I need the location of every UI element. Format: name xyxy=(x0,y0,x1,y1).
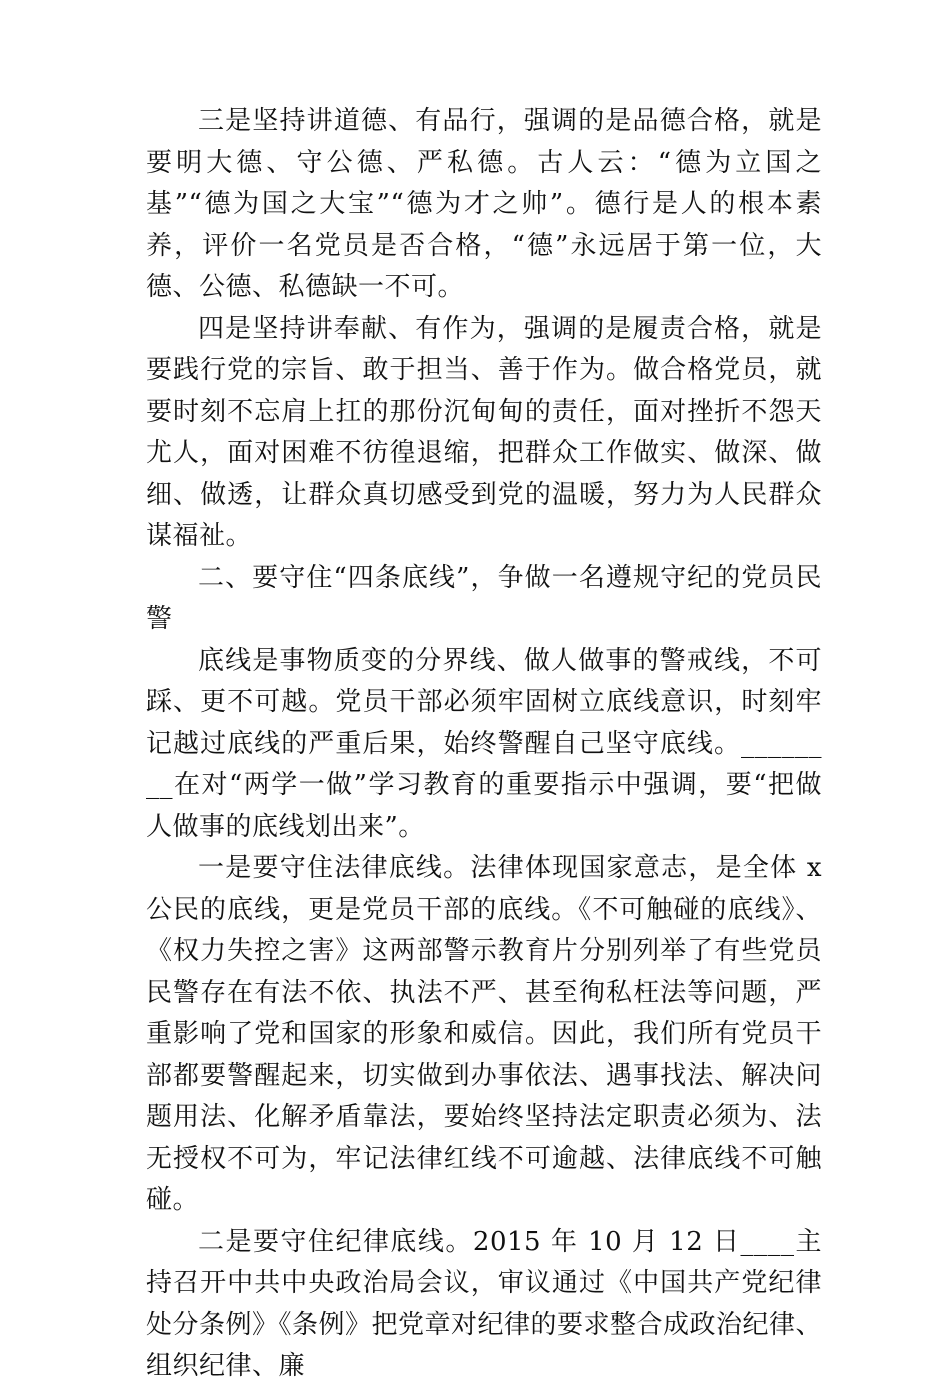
document-page xyxy=(146,101,822,1388)
paragraph-legal-bottom-line: 一是要守住法律底线。法律体现国家意志，是全体 x 公民的底线，更是党员干部的底线。《不可触碰的底线》、《权力失控之害》这两部警示教育片分别列举了有些党员民警存在有法不依、执法不严、甚至徇私枉法等问题，严重影响了党和国家的形象和威信。因此，我们所有党员干部都要警醒起来，切实做到办事依法、遇事找法、解决问题用法、化解矛盾靠法，要始终坚持法定职责必须为、法无授权不可为，牢记法律红线不可逾越、法律底线不可触碰。 xyxy=(146,853,822,1215)
section-heading-four-bottom-lines: 二、要守住“四条底线”，争做一名遵规守纪的党员民警 xyxy=(146,562,822,634)
paragraph-moral-integrity: 三是坚持讲道德、有品行，强调的是品德合格，就是要明大德、守公德、严私德。古人云：“德为立国之基”“德为国之大宝”“德为才之帅”。德行是人的根本素养，评价一名党员是否合格，“德”永远居于第一位，大德、公德、私德缺一不可。 xyxy=(146,106,822,302)
paragraph-bottom-line-intro: 底线是事物质变的分界线、做人做事的警戒线，不可踩、更不可越。党员干部必须牢固树立底线意识，时刻牢记越过底线的严重后果，始终警醒自己坚守底线。________在对“两学一做”学习教育的重要指示中强调，要“把做人做事的底线划出来”。 xyxy=(146,645,822,842)
paragraph-discipline-bottom-line: 二是要守住纪律底线。2015 年 10 月 12 日____主持召开中共中央政治局会议，审议通过《中国共产党纪律处分条例》《条例》把党章对纪律的要求整合成政治纪律、组织纪律、廉 xyxy=(146,1226,823,1381)
paragraph-dedication: 四是坚持讲奉献、有作为，强调的是履责合格，就是要践行党的宗旨、敢于担当、善于作为。做合格党员，就要时刻不忘肩上扛的那份沉甸甸的责任，面对挫折不怨天尤人，面对困难不彷徨退缩，把群众工作做实、做深、做细、做透，让群众真切感受到党的温暖，努力为人民群众谋福祉。 xyxy=(146,313,822,551)
